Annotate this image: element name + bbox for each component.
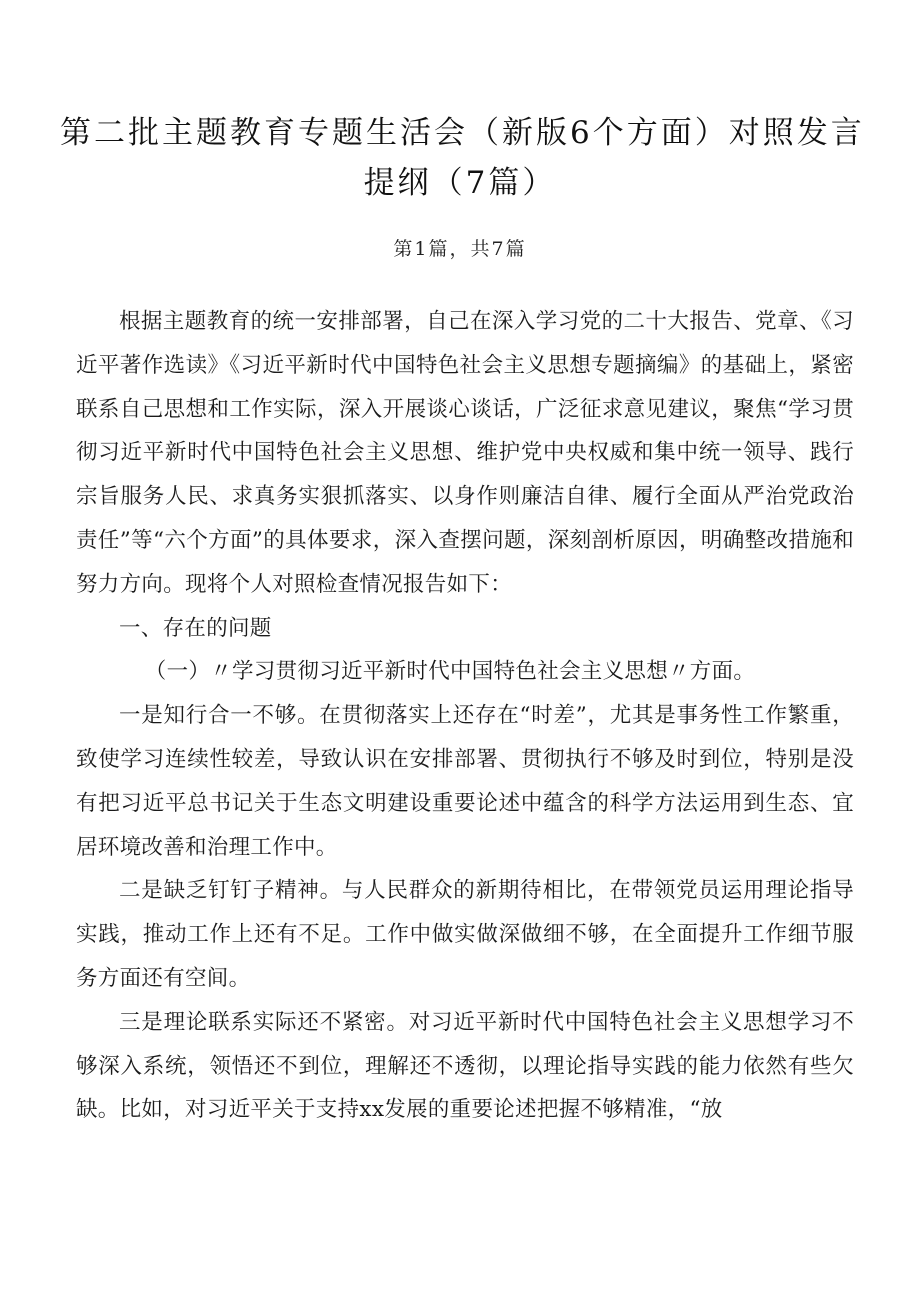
document-title bbox=[60, 108, 865, 208]
document-body bbox=[76, 300, 854, 1132]
subsection-heading: （一）〃学习贯彻习近平新时代中国特色社会主义思想〃方面。 bbox=[144, 659, 756, 685]
problem-paragraph-3: 三是理论联系实际还不紧密。对习近平新时代中国特色社会主义思想学习不够深入系统，领悟还不到位，理解还不透彻，以理论指导实践的能力依然有些欠缺。比如，对习近平关于支持xx发展的重要论述把握不够精准，“放 bbox=[76, 1009, 854, 1123]
problem-paragraph-2: 二是缺乏钉钉子精神。与人民群众的新期待相比，在带领党员运用理论指导实践，推动工作上还有不足。工作中做实做深做细不够，在全面提升工作细节服务方面还有空间。 bbox=[76, 878, 854, 991]
section-heading: 一、存在的问题 bbox=[119, 615, 272, 641]
title-line-1: 第二批主题教育专题生活会（新版6个方面）对照发言 bbox=[60, 115, 865, 151]
problem-paragraph-1: 一是知行合一不够。在贯彻落实上还存在“时差”，尤其是事务性工作繁重，致使学习连续性较差，导致认识在安排部署、贯彻执行不够及时到位，特别是没有把习近平总书记关于生态文明建设重要论述中蕴含的科学方法运用到生态、宜居环境改善和治理工作中。 bbox=[76, 703, 854, 860]
title-line-2: 提纲（7篇） bbox=[363, 165, 557, 201]
intro-paragraph: 根据主题教育的统一安排部署，自己在深入学习党的二十大报告、党章、《习近平著作选读》《习近平新时代中国特色社会主义思想专题摘编》的基础上，紧密联系自己思想和工作实际，深入开展谈心谈话，广泛征求意见建议，聚焦“学习贯彻习近平新时代中国特色社会主义思想、维护党中央权威和集中统一领导、践行宗旨服务人民、求真务实狠抓落实、以身作则廉洁自律、履行全面从严治党政治责任”等“六个方面”的具体要求，深入查摆问题，深刻剖析原因，明确整改措施和努力方向。现将个人对照检查情况报告如下： bbox=[76, 309, 854, 597]
article-counter: 第1篇，共7篇 bbox=[393, 238, 527, 260]
